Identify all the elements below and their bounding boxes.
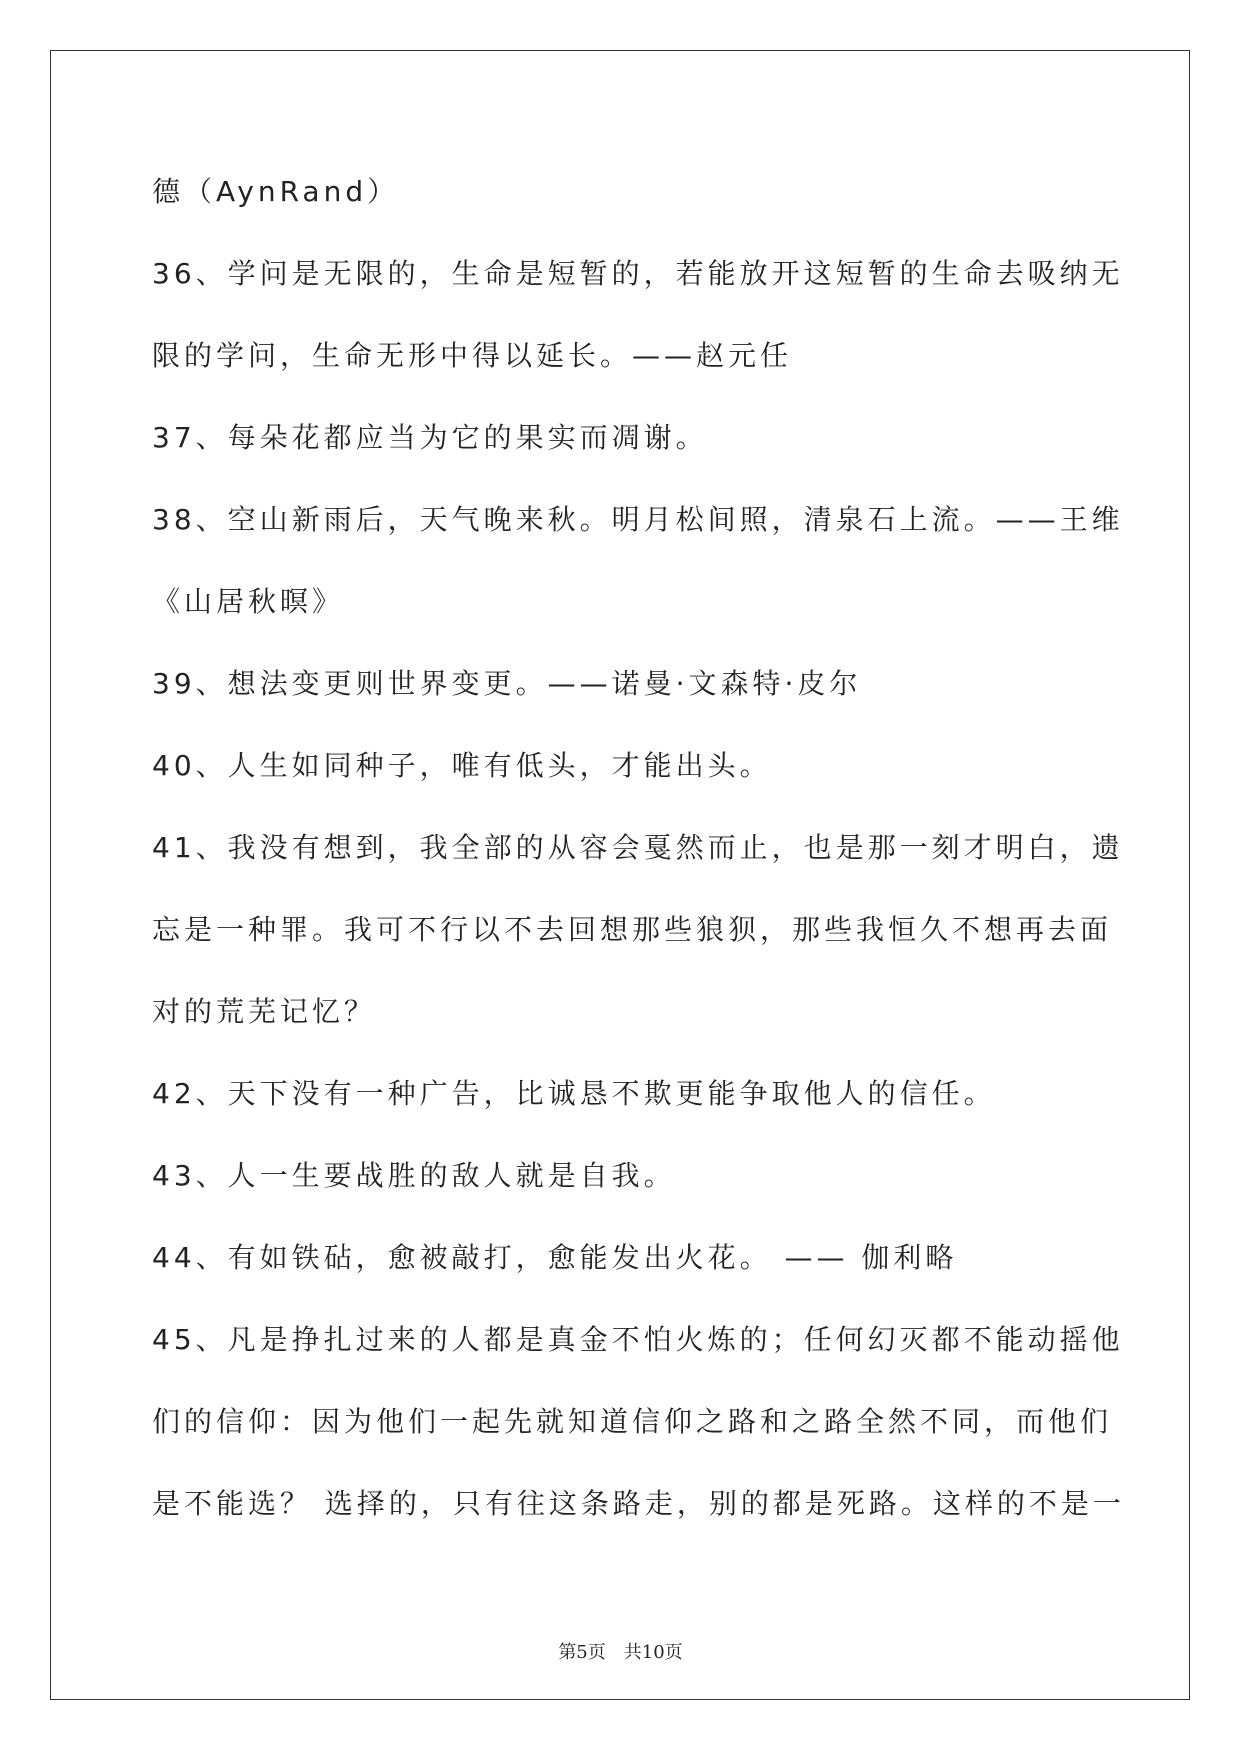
text-line: 是不能选？ 选择的，只有往这条路走，别的都是死路。这样的不是一	[152, 1487, 1125, 1520]
text-line: 41、我没有想到，我全部的从容会戛然而止，也是那一刻才明白，遗	[152, 831, 1124, 864]
text-line: 限的学问，生命无形中得以延长。——赵元任	[152, 339, 793, 372]
text-line: 36、学问是无限的，生命是短暂的，若能放开这短暂的生命去吸纳无	[152, 257, 1124, 290]
text-line: 《山居秋暝》	[152, 585, 345, 618]
text-line: 37、每朵花都应当为它的果实而凋谢。	[152, 421, 708, 454]
text-line: 39、想法变更则世界变更。——诺曼·文森特·皮尔	[152, 667, 862, 700]
page-number-footer: 第5页 共10页	[558, 1642, 683, 1663]
text-line: 对的荒芜记忆？	[152, 995, 377, 1028]
text-line: 43、人一生要战胜的敌人就是自我。	[152, 1159, 676, 1192]
text-line: 德（AynRand）	[152, 175, 400, 208]
text-line: 42、天下没有一种广告，比诚恳不欺更能争取他人的信任。	[152, 1077, 996, 1110]
text-line: 45、凡是挣扎过来的人都是真金不怕火炼的；任何幻灭都不能动摇他	[152, 1323, 1124, 1356]
text-line: 忘是一种罪。我可不行以不去回想那些狼狈，那些我恒久不想再去面	[152, 913, 1113, 946]
text-line: 们的信仰：因为他们一起先就知道信仰之路和之路全然不同，而他们	[152, 1405, 1113, 1438]
text-line: 40、人生如同种子，唯有低头，才能出头。	[152, 749, 772, 782]
text-line: 44、有如铁砧，愈被敲打，愈能发出火花。 —— 伽利略	[152, 1241, 958, 1274]
text-line: 38、空山新雨后，天气晚来秋。明月松间照，清泉石上流。——王维	[152, 503, 1124, 536]
document-body	[152, 162, 1125, 1556]
